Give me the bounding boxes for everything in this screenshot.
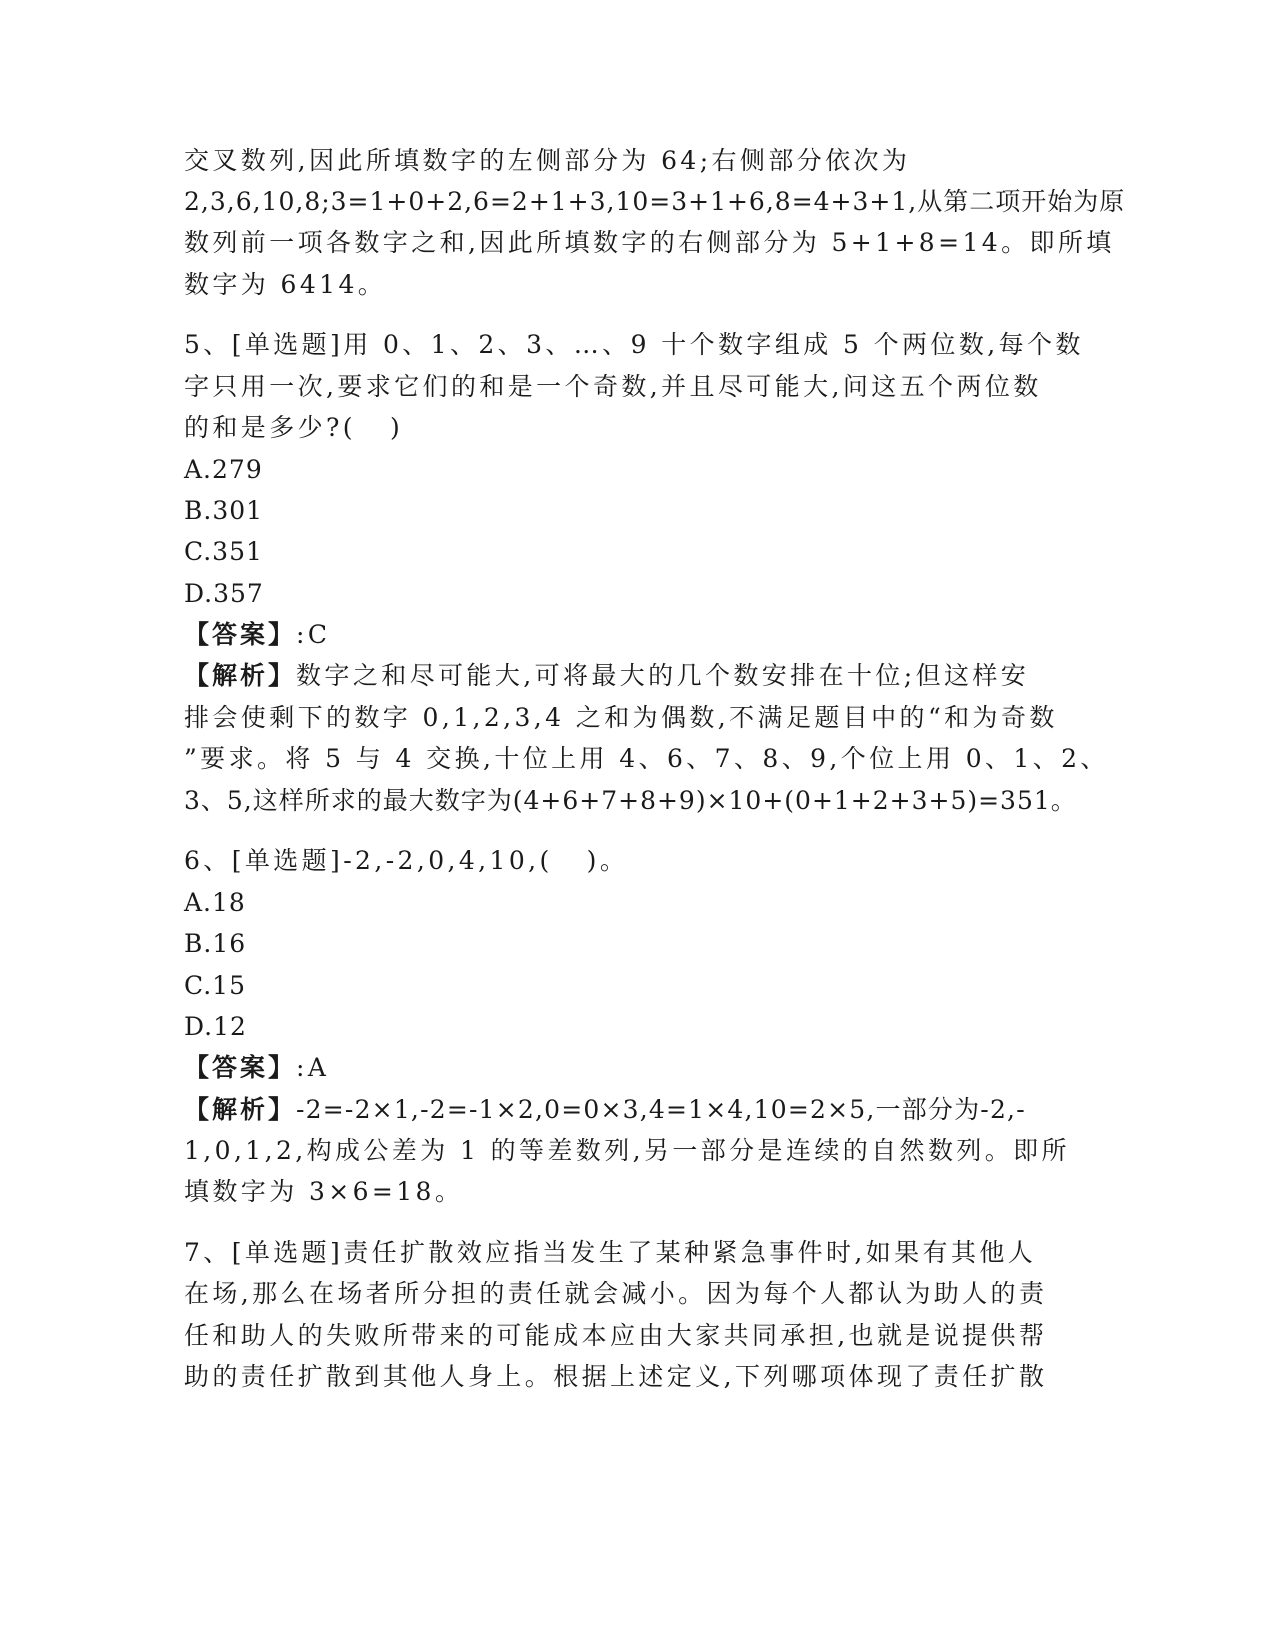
answer-line <box>184 1053 329 1083</box>
option-b: B.16 <box>184 929 247 958</box>
answer-label: 【答案】 <box>184 1053 297 1082</box>
analysis-label: 【解析】 <box>184 1095 297 1124</box>
question-7-stem: 任和助人的失败所带来的可能成本应由大家共同承担,也就是说提供帮 <box>184 1321 1048 1350</box>
answer-value: :C <box>296 620 331 649</box>
question-6-stem: 6、[单选题]-2,-2,0,4,10,( )。 <box>184 846 629 875</box>
question-7-stem: 7、[单选题]责任扩散效应指当发生了某种紧急事件时,如果有其他人 <box>184 1238 1037 1267</box>
analysis-line <box>184 661 1029 691</box>
text-line: 交叉数列,因此所填数字的左侧部分为 64;右侧部分依次为 <box>184 146 911 175</box>
question-7-stem: 在场,那么在场者所分担的责任就会减小。因为每个人都认为助人的责 <box>184 1279 1048 1308</box>
answer-label: 【答案】 <box>184 620 297 649</box>
text-line: 2,3,6,10,8;3=1+0+2,6=2+1+3,10=3+1+6,8=4+3+1,从第二项开始为原 <box>184 187 1126 216</box>
question-5-stem: 字只用一次,要求它们的和是一个奇数,并且尽可能大,问这五个两位数 <box>184 372 1042 401</box>
option-c: C.15 <box>184 971 246 1000</box>
question-5-stem: 的和是多少?( ) <box>184 413 404 442</box>
option-c: C.351 <box>184 537 263 566</box>
analysis-label: 【解析】 <box>184 661 297 690</box>
analysis-text: 3、5,这样所求的最大数字为(4+6+7+8+9)×10+(0+1+2+3+5)=351。 <box>184 786 1077 815</box>
text-line: 数字为 6414。 <box>184 270 387 299</box>
option-d: D.12 <box>184 1012 247 1041</box>
analysis-text: 数字之和尽可能大,可将最大的几个数安排在十位;但这样安 <box>296 661 1030 690</box>
analysis-text: ”要求。将 5 与 4 交换,十位上用 4、6、7、8、9,个位上用 0、1、2、 <box>184 744 1109 773</box>
analysis-text: -2=-2×1,-2=-1×2,0=0×3,4=1×4,10=2×5,一部分为-2,- <box>296 1095 1026 1124</box>
option-d: D.357 <box>184 579 264 608</box>
analysis-text: 1,0,1,2,构成公差为 1 的等差数列,另一部分是连续的自然数列。即所 <box>184 1136 1070 1165</box>
text-line: 数列前一项各数字之和,因此所填数字的右侧部分为 5+1+8=14。即所填 <box>184 228 1115 257</box>
analysis-text: 填数字为 3×6=18。 <box>184 1177 464 1206</box>
analysis-text: 排会使剩下的数字 0,1,2,3,4 之和为偶数,不满足题目中的“和为奇数 <box>184 703 1058 732</box>
option-a: A.18 <box>184 888 246 917</box>
answer-value: :A <box>296 1053 330 1082</box>
option-b: B.301 <box>184 496 264 525</box>
question-5-stem: 5、[单选题]用 0、1、2、3、…、9 十个数字组成 5 个两位数,每个数 <box>184 330 1084 359</box>
question-7-stem: 助的责任扩散到其他人身上。根据上述定义,下列哪项体现了责任扩散 <box>184 1362 1048 1391</box>
option-a: A.279 <box>184 455 263 484</box>
analysis-line <box>184 1095 1026 1125</box>
answer-line <box>184 620 330 650</box>
